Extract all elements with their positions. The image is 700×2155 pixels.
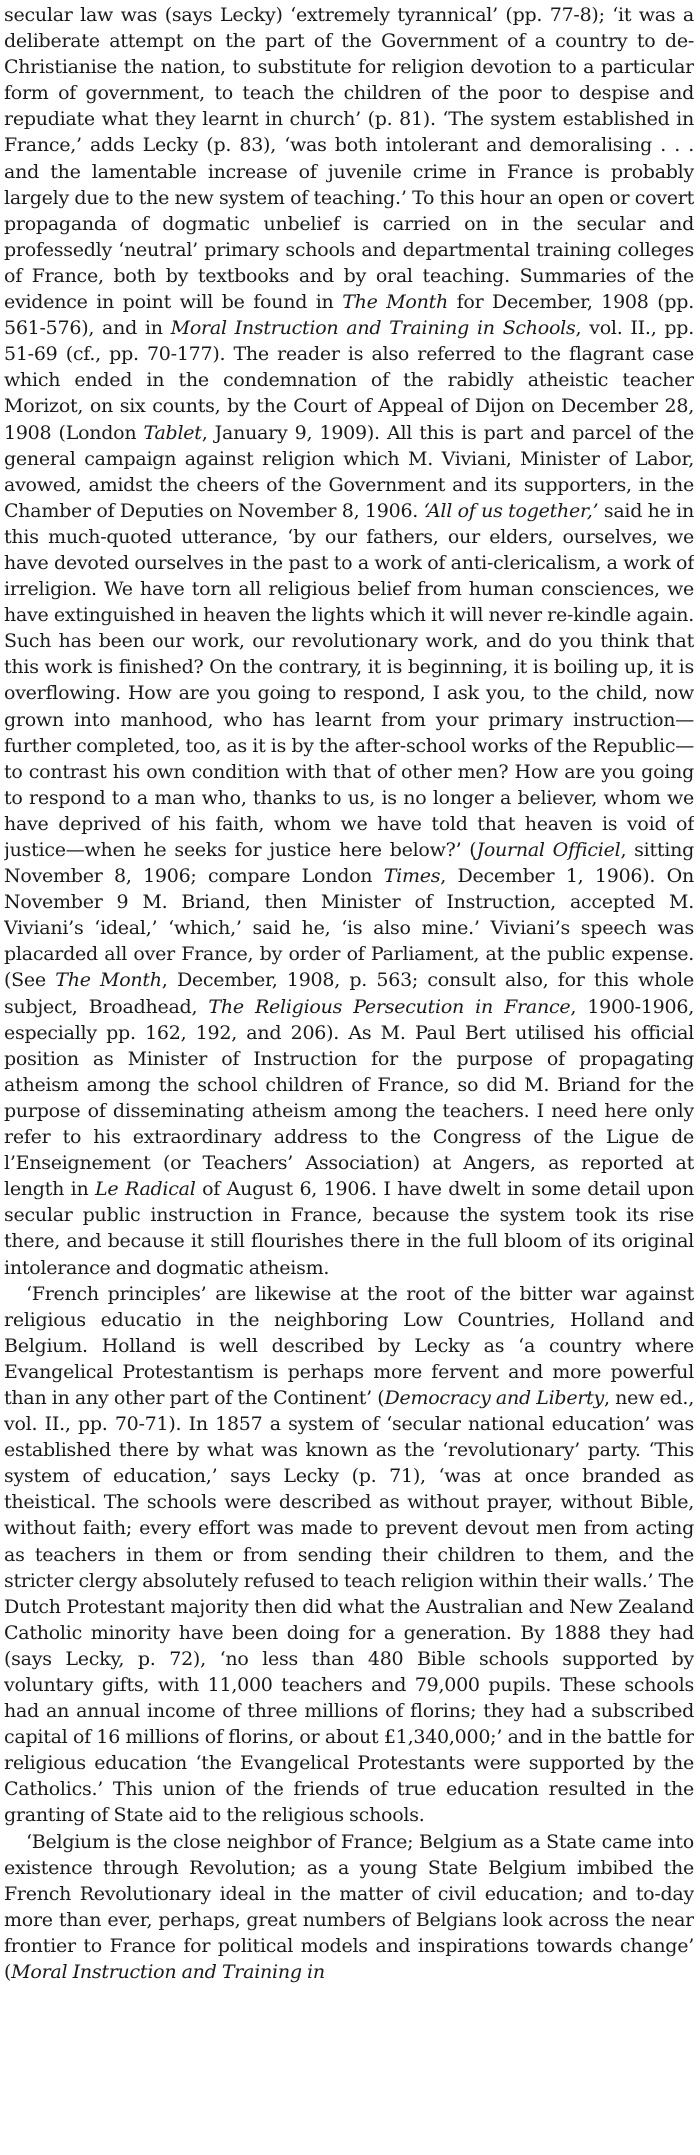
italic-text-run: Times <box>383 865 441 888</box>
text-run: , vol. II., pp. 51-69 (cf., pp. 70-177). The reader is also referred to the flagrant case which ended in the condemnation of the rabidly atheistic teacher Morizot, on six counts, by the Court of Appeal of Dijon on December 28, 1908 (London <box>4 317 694 444</box>
italic-text-run: Le Radical <box>95 1178 196 1201</box>
text-run: said he in this much-quoted utterance, ‘by our fathers, our elders, ourselves, we have devoted ourselves in the past to a work of anti-clericalism, a work of irreligion. We have torn all religious belief from human consciences, we have extinguished in heaven the lights which it will never re-kindle again. Such has been our work, our revolutionary work, and do you think that this work is finished? On the contrary, it is beginning, it is boiling up, it is overflowing. How are you going to respond, I ask you, to the child, now grown into manhood, who has learnt from your primary instruction—further completed, too, as it is by the after-school works of the Republic—to contrast his own condition with that of other men? How are you going to respond to a man who, thanks to us, is no longer a believer, whom we have deprived of his faith, whom we have told that heaven is void of justice—when he seeks for justice here below?’ ( <box>4 499 694 861</box>
text-run: , December 1, 1906). On November 9 M. Briand, then Minister of Instruction, accepted M. Viviani’s ‘ideal,’ ‘which,’ said he, ‘is also mine.’ Viviani’s speech was placarded all over France, by order of Parliament, at the public expense. (See <box>4 865 694 992</box>
body-paragraph-1 <box>4 2 694 1281</box>
text-run: secular law was (says Lecky) ‘extremely tyrannical’ (pp. 77-8); ‘it was a deliberate attempt on the part of the Government of a country to de-Christianise the nation, to substitute for religion devotion to a particular form of government, to teach the children of the poor to despise and repudiate what they learnt in church’ (p. 81). ‘The system established in France,’ adds Lecky (p. 83), ‘was both intolerant and demoralising . . . and the lamentable increase of juvenile crime in France is probably largely due to the new system of teaching.’ To this hour an open or covert propaganda of dogmatic unbelief is carried on in the secular and professedly ‘neutral’ primary schools and departmental training colleges of France, both by textbooks and by oral teaching. Summaries of the evidence in point will be found in <box>4 4 694 314</box>
document-page <box>4 2 694 2152</box>
body-paragraph-3 <box>4 1829 694 1986</box>
text-run: of August 6, 1906. I have dwelt in some detail upon secular public instruction in France, because the system took its rise there, and because it still flourishes there in the full bloom of its original intolerance and dogmatic atheism. <box>4 1178 694 1279</box>
text-run: , sitting November 8, 1906; compare London <box>4 839 694 888</box>
text-run: , January 9, 1909). All this is part and parcel of the general campaign against religion which M. Viviani, Minister of Labor, avowed, amidst the cheers of the Government and its supporters, in the Chamber of Deputies on November 8, 1906. <box>4 421 694 522</box>
italic-text-run: ‘All of us together,’ <box>423 499 599 522</box>
body-paragraph-2 <box>4 1281 694 1829</box>
text-run: ‘French principles’ are likewise at the root of the bitter war against religious educatio in the neighboring Low Countries, Holland and Belgium. Holland is well described by Lecky as ‘a country where Evangelical Protestantism is perhaps more fervent and more powerful than in any other part of the Continent’ ( <box>4 1282 694 1409</box>
text-run: , 1900-1906, especially pp. 162, 192, and 206). As M. Paul Bert utilised his official position as Minister of Instruction for the purpose of propagating atheism among the school children of France, so did M. Briand for the purpose of disseminating atheism among the teachers. I need here only refer to his extraordinary address to the Congress of the Ligue de l’Enseignement (or Teachers’ Association) at Angers, as reported at length in <box>4 995 694 1201</box>
text-run: , new ed., vol. II., pp. 70-71). In 1857 a system of ‘secular national education’ was established there by what was known as the ‘revolutionary’ party. ‘This system of education,’ says Lecky (p. 71), ‘was at once branded as theistical. The schools were described as without prayer, without Bible, without faith; every effort was made to prevent devout men from acting as teachers in them or from sending their children to them, and the stricter clergy absolutely refused to teach religion within their walls.’ The Dutch Protestant majority then did what the Australian and New Zealand Catholic minority have been doing for a generation. By 1888 they had (says Lecky, p. 72), ‘no less than 480 Bible schools supported by voluntary gifts, with 11,000 teachers and 79,000 pupils. These schools had an annual income of three millions of florins; they had a subscribed capital of 16 millions of florins, or about £1,340,000;’ and in the battle for religious education ‘the Evangelical Protestants were supported by the Catholics.’ This union of the friends of true education resulted in the granting of State aid to the religious schools. <box>4 1386 694 1827</box>
italic-text-run: Democracy and Liberty <box>384 1386 605 1409</box>
italic-text-run: Moral Instruction and Training in <box>11 1961 325 1984</box>
italic-text-run: The Month <box>342 291 448 314</box>
text-run: , December, 1908, p. 563; consult also, for this whole subject, Broadhead, <box>4 969 694 1018</box>
italic-text-run: Journal Officiel <box>476 839 621 861</box>
text-run: ‘Belgium is the close neighbor of France; Belgium as a State came into existence through Revolution; as a young State Belgium imbibed the French Revolutionary ideal in the matter of civil education; and to-day more than ever, perhaps, great numbers of Belgians look across the near frontier to France for political models and inspirations towards change’ ( <box>4 1830 694 1984</box>
text-run: for December, 1908 (pp. 561-576), and in <box>4 291 694 340</box>
italic-text-run: The Month <box>55 969 162 992</box>
italic-text-run: The Religious Persecution in France <box>208 995 571 1018</box>
italic-text-run: Moral Instruction and Training in Schools <box>170 317 576 340</box>
italic-text-run: Tablet <box>143 421 202 444</box>
